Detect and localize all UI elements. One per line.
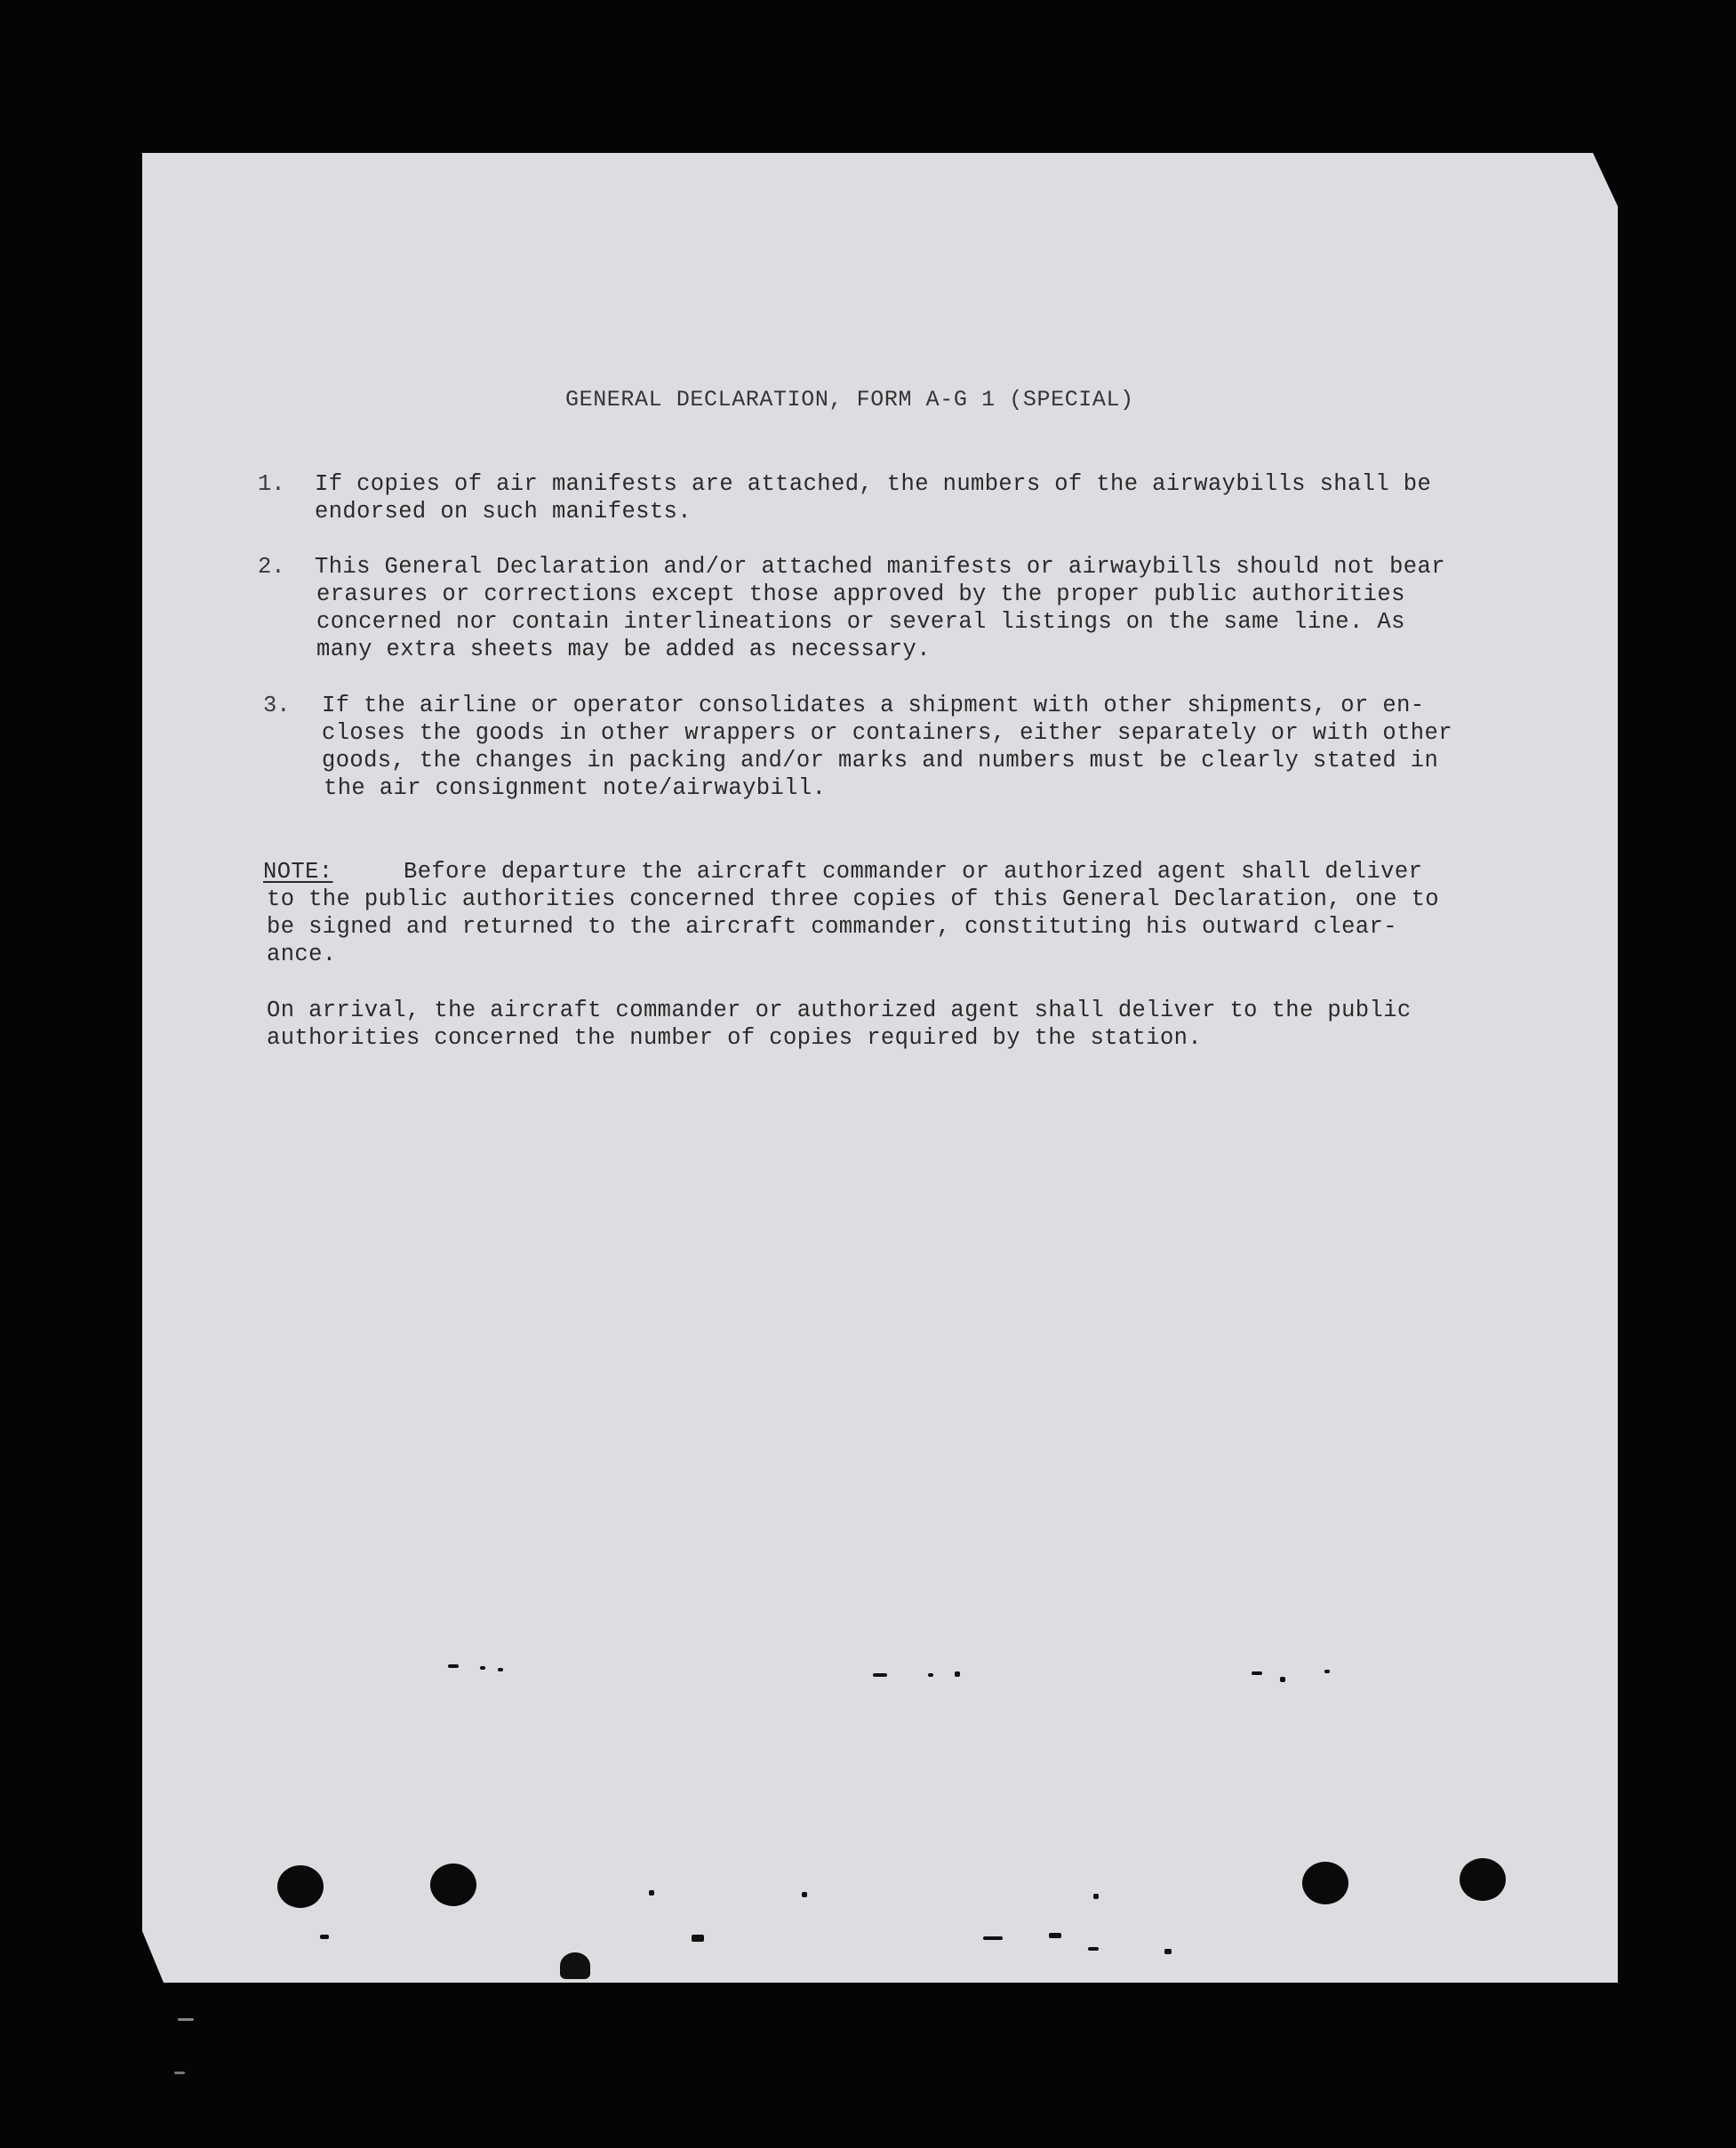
scan-speck: [1093, 1894, 1099, 1899]
scan-speck: [178, 2018, 194, 2021]
item-2-number: 2.: [258, 554, 285, 580]
scan-speck: [802, 1892, 807, 1897]
note-line-2: to the public authorities concerned three copies of this General Declaration, one to: [267, 886, 1440, 912]
scan-speck: [448, 1664, 459, 1668]
item-2-line-4: many extra sheets may be added as necessary.: [316, 637, 931, 662]
scan-speck: [1088, 1947, 1099, 1951]
scan-speck: [873, 1673, 887, 1677]
scan-speck: [480, 1666, 485, 1670]
scan-speck: [174, 2072, 185, 2074]
punch-hole: [430, 1863, 476, 1906]
note-line-4: ance.: [267, 942, 337, 967]
scan-speck: [928, 1673, 933, 1677]
punch-hole: [277, 1865, 324, 1908]
scan-speck: [1324, 1670, 1330, 1673]
arrival-line-2: authorities concerned the number of copies required by the station.: [267, 1025, 1203, 1051]
scan-speck: [955, 1671, 960, 1677]
item-3-line-4: the air consignment note/airwaybill.: [324, 775, 827, 801]
scan-speck: [498, 1668, 503, 1671]
item-2-line-2: erasures or corrections except those approved by the proper public authorities: [316, 581, 1405, 607]
item-3-line-1: If the airline or operator consolidates a shipment with other shipments, or en-: [322, 693, 1425, 718]
item-3-line-2: closes the goods in other wrappers or containers, either separately or with other: [322, 720, 1452, 746]
item-2-line-1: This General Declaration and/or attached manifests or airwaybills should not bear: [315, 554, 1445, 580]
item-1-line-1: If copies of air manifests are attached, the numbers of the airwaybills shall be: [315, 471, 1432, 497]
scan-speck: [1252, 1671, 1262, 1675]
scan-speck: [983, 1936, 1003, 1940]
punch-hole: [1302, 1862, 1348, 1904]
item-1-number: 1.: [258, 471, 285, 497]
arrival-line-1: On arrival, the aircraft commander or authorized agent shall deliver to the public: [267, 998, 1412, 1023]
scan-speck: [320, 1935, 329, 1939]
item-2-line-3: concerned nor contain interlineations or several listings on the same line. As: [316, 609, 1405, 635]
punch-hole: [1460, 1858, 1506, 1901]
item-1-line-2: endorsed on such manifests.: [315, 499, 692, 525]
document-title: GENERAL DECLARATION, FORM A-G 1 (SPECIAL): [565, 387, 1134, 413]
item-3-number: 3.: [263, 693, 291, 718]
item-3-line-3: goods, the changes in packing and/or marks and numbers must be clearly stated in: [322, 748, 1439, 773]
scan-speck: [1164, 1949, 1172, 1954]
note-label: NOTE:: [263, 859, 333, 885]
note-line-3: be signed and returned to the aircraft commander, constituting his outward clear-: [267, 914, 1397, 940]
paper-sheet: [142, 153, 1618, 1983]
scan-speck: [1280, 1677, 1285, 1682]
note-line-1: Before departure the aircraft commander or authorized agent shall deliver: [404, 859, 1423, 885]
scan-speck: [1049, 1933, 1061, 1938]
scan-speck: [692, 1935, 704, 1942]
scan-blot: [560, 1952, 590, 1979]
scan-speck: [649, 1890, 654, 1896]
